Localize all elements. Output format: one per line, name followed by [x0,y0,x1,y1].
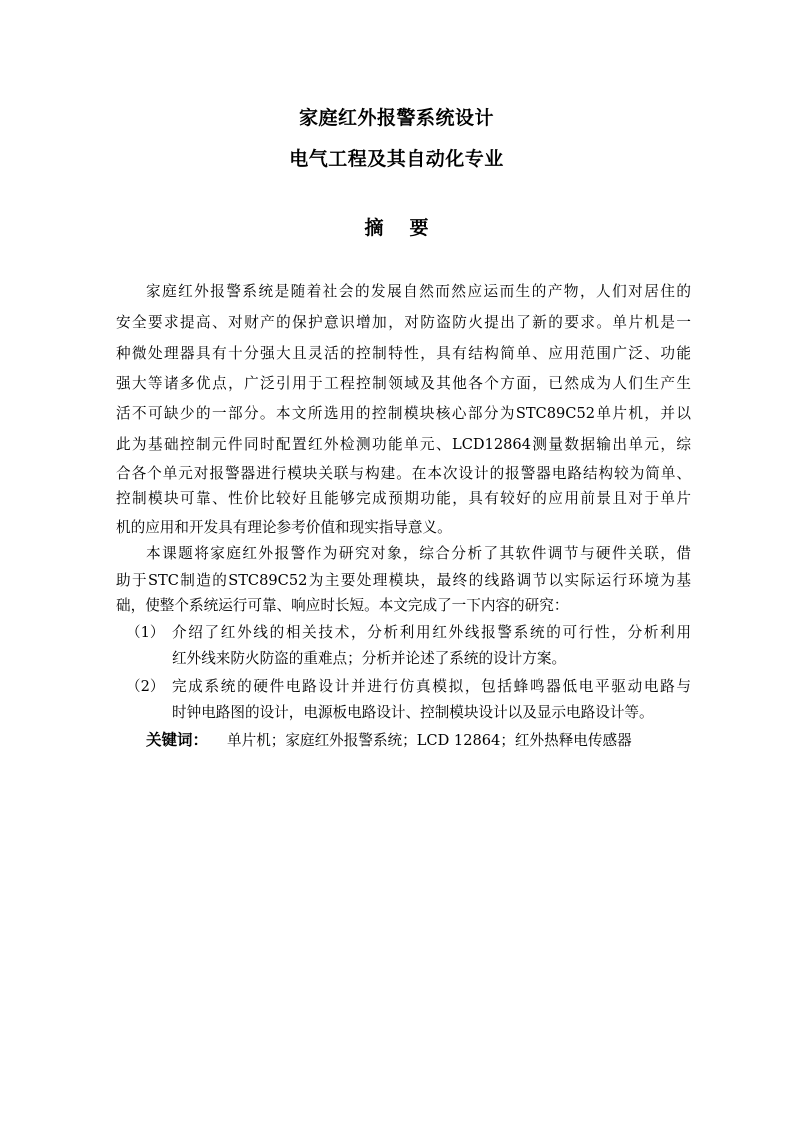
para1-line: 种微处理器具有十分强大且灵活的控制特性，具有结构简单、应用范围广泛、功能 [116,345,691,362]
list-item-line: 介绍了红外线的相关技术，分析利用红外线报警系统的可行性，分析利用 [172,624,691,641]
list-item-line: 红外线来防火防盗的重难点；分析并论述了系统的设计方案。 [172,650,567,667]
abstract-heading-char-2: 要 [409,217,429,239]
document-title: 家庭红外报警系统设计 [298,107,494,129]
para2-line: 本课题将家庭红外报警作为研究对象，综合分析了其软件调节与硬件关联，借 [146,545,691,562]
keywords-label: 关键词： [146,731,209,749]
para1-line: 安全要求提高、对财产的保护意识增加，对防盗防火提出了新的要求。单片机是一 [116,314,691,331]
para1-line: 控制模块可靠、性价比较好且能够完成预期功能，具有较好的应用前景且对于单片 [116,490,691,507]
list-item-label: （2） [126,678,165,695]
list-item-line: 时钟电路图的设计，电源板电路设计、控制模块设计以及显示电路设计等。 [172,704,654,721]
para2-line: 助于STC制造的STC89C52为主要处理模块，最终的线路调节以实际运行环境为基 [116,572,691,589]
para1-line: 此为基础控制元件同时配置红外检测功能单元、LCD12864测量数据输出单元，综 [116,436,691,453]
keywords-text: 单片机；家庭红外报警系统；LCD 12864；红外热释电传感器 [227,732,632,749]
abstract-heading-char-1: 摘 [364,217,384,239]
abstract-heading [0,213,793,240]
para1-line: 家庭红外报警系统是随着社会的发展自然而然应运而生的产物，人们对居住的 [146,283,691,300]
para1-line: 机的应用和开发具有理论参考价值和现实指导意义。 [116,519,452,536]
list-item-label: （1） [126,624,165,641]
para1-line: 合各个单元对报警器进行模块关联与构建。在本次设计的报警器电路结构较为简单、 [116,465,691,482]
major-subtitle: 电气工程及其自动化专业 [289,148,504,170]
para1-line: 活不可缺少的一部分。本文所选用的控制模块核心部分为STC89C52单片机，并以 [116,405,691,422]
para2-line: 础，使整个系统运行可靠、响应时长短。本文完成了一下内容的研究： [116,597,569,614]
list-item-line: 完成系统的硬件电路设计并进行仿真模拟，包括蜂鸣器低电平驱动电路与 [172,678,691,695]
para1-line: 强大等诸多优点，广泛引用于工程控制领域及其他各个方面，已然成为人们生产生 [116,375,691,392]
